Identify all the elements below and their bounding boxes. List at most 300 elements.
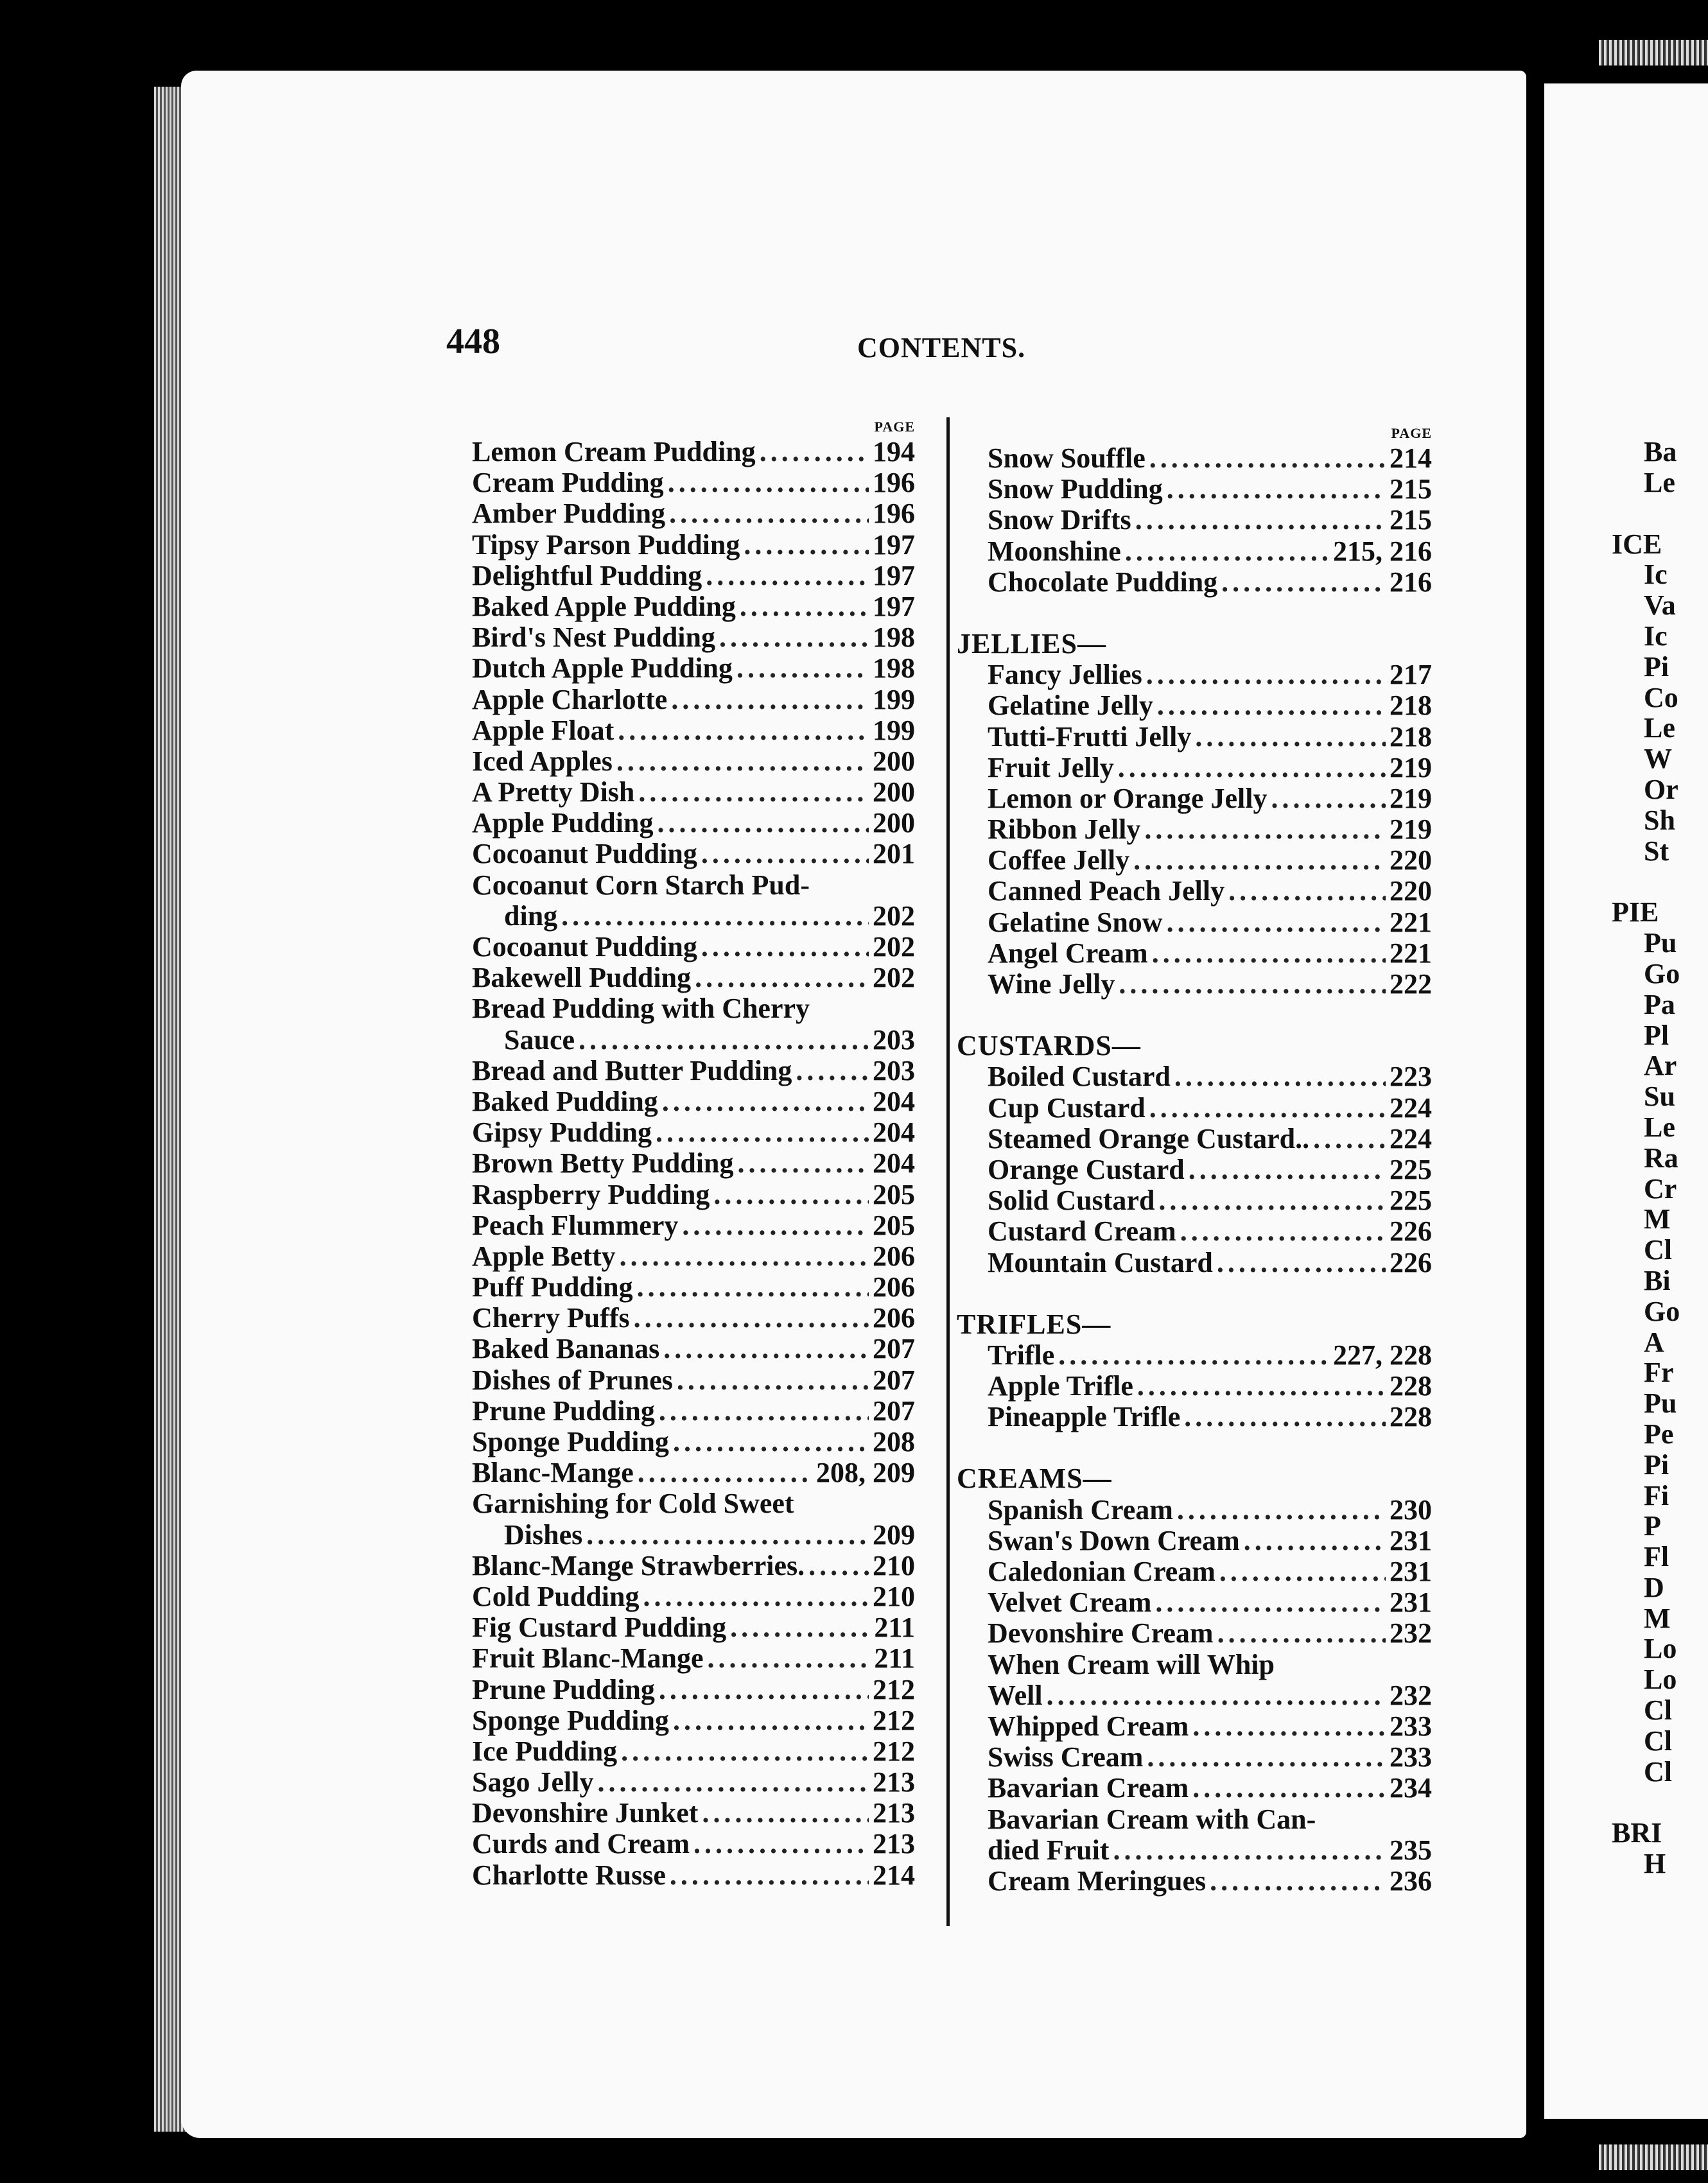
leader-dots [693,1829,869,1859]
toc-entry [472,1365,915,1396]
entry-title: Tutti-Frutti Jelly [988,720,1192,752]
adjacent-entry-fragment: Le [1644,712,1675,744]
entry-title: Blanc-Mange Strawberries. [472,1549,805,1581]
leader-dots [1158,1185,1386,1216]
entry-title: Bakewell Pudding [472,962,692,994]
entry-page-number: 233 [1390,1710,1432,1742]
scan-edge-bottom [1599,2144,1708,2170]
section-heading: CREAMS— [957,1463,1112,1495]
contents-right-column [957,424,1432,1897]
adjacent-entry-fragment: Go [1644,957,1680,989]
toc-entry [957,1093,1432,1124]
toc-entry [472,1025,915,1056]
toc-entry [957,1495,1432,1526]
entry-title: Cherry Puffs [472,1302,630,1334]
entry-page-number: 221 [1390,906,1432,938]
entry-page-number: 224 [1390,1092,1432,1124]
leader-dots [708,1643,871,1674]
entry-title: Prune Pudding [472,1395,655,1427]
entry-title: Puff Pudding [472,1271,633,1303]
adjacent-entry-fragment: Go [1644,1295,1680,1327]
leader-dots [643,1581,869,1612]
entry-title: Apple Pudding [472,807,654,839]
toc-entry [957,1618,1432,1649]
adjacent-entry-fragment: Ic [1644,559,1668,591]
entry-page-number: 196 [873,467,915,499]
entry-page-number: 203 [873,1054,915,1086]
adjacent-entry-fragment: Fi [1644,1479,1669,1511]
toc-entry [957,1340,1432,1371]
entry-page-number: 215 [1390,504,1432,536]
entry-title: Snow Souffle [988,442,1146,474]
entry-page-number: 228 [1390,1401,1432,1433]
entry-title: Garnishing for Cold Sweet [472,1488,794,1520]
entry-title: Fruit Jelly [988,751,1114,783]
entry-title: Dishes [504,1518,583,1551]
entry-page-number: 201 [873,838,915,870]
leader-dots [662,1086,869,1117]
entry-title: A Pretty Dish [472,776,635,808]
leader-dots [1217,1248,1386,1278]
leader-dots [1313,1124,1386,1154]
toc-entry [472,1272,915,1303]
toc-entry [472,684,915,715]
leader-dots [1177,1495,1386,1526]
leader-dots [659,1674,869,1705]
adjacent-entry-fragment: Fr [1644,1357,1674,1389]
entry-page-number: 205 [873,1209,915,1241]
toc-entry [957,1526,1432,1556]
toc-entry [957,876,1432,907]
entry-page-number: 202 [873,962,915,994]
leader-dots [1180,1216,1386,1247]
toc-entry [472,1581,915,1612]
adjacent-entry-fragment: Sh [1644,804,1675,836]
adjacent-entry-fragment: W [1644,743,1672,775]
entry-page-number: 204 [873,1085,915,1117]
entry-page-number: 225 [1390,1153,1432,1185]
toc-entry [957,1804,1432,1835]
adjacent-entry-fragment: Pu [1644,1387,1677,1420]
leader-dots [682,1210,869,1241]
entry-title: Peach Flummery [472,1209,679,1241]
toc-entry [957,722,1432,752]
entry-title: Cocoanut Corn Starch Pud- [472,869,810,901]
entry-page-number: 234 [1390,1772,1432,1804]
adjacent-entry-fragment: Cl [1644,1725,1672,1757]
toc-entry [957,690,1432,721]
fragment-spacer [1644,498,1680,529]
entry-title: Snow Pudding [988,473,1163,505]
toc-entry [472,1148,915,1179]
entry-title: Iced Apples [472,745,613,777]
toc-entry [957,845,1432,876]
entry-title: Fruit Blanc-Mange [472,1642,704,1674]
entry-page-number: 203 [873,1023,915,1056]
entry-page-number: 235 [1390,1834,1432,1866]
entry-page-number: 217 [1390,659,1432,691]
entry-page-number: 226 [1390,1215,1432,1248]
leader-dots [1174,1061,1386,1092]
toc-entry [957,1124,1432,1154]
toc-entry [957,752,1432,783]
entry-page-number: 212 [873,1673,915,1705]
toc-entry [472,1488,915,1519]
section-heading: JELLIES— [957,627,1106,659]
toc-entry [472,1767,915,1798]
toc-entry [957,783,1432,814]
leader-dots [1149,443,1386,474]
leader-dots [668,467,869,498]
toc-entry [472,1117,915,1148]
entry-title: Dutch Apple Pudding [472,652,733,684]
entry-title: Apple Float [472,714,614,746]
toc-entry [472,1334,915,1364]
entry-title: Orange Custard [988,1153,1185,1185]
entry-page-number: 222 [1390,968,1432,1000]
toc-entry [472,1860,915,1891]
entry-page-number: 214 [873,1859,915,1891]
entry-page-number: 210 [873,1549,915,1581]
entry-page-number: 221 [1390,937,1432,969]
adjacent-entry-fragment: Or [1644,773,1678,805]
toc-entry [472,839,915,869]
leader-dots [1137,1371,1386,1402]
leader-dots [677,1365,869,1396]
leader-dots [1146,659,1386,690]
adjacent-entry-fragment: Cr [1644,1172,1677,1205]
fragment-spacer [1644,866,1680,897]
toc-entry [957,1248,1432,1278]
toc-entry [472,1674,915,1705]
leader-dots [740,591,869,622]
entry-page-number: 225 [1390,1185,1432,1217]
toc-entry [957,443,1432,474]
entry-page-number: 200 [873,745,915,777]
toc-entry [957,938,1432,969]
entry-title: Moonshine [988,535,1121,567]
toc-entry [472,1705,915,1736]
entry-page-number: 206 [873,1302,915,1334]
entry-title: Amber Pudding [472,498,666,530]
adjacent-entry-fragment: Fl [1644,1541,1669,1573]
toc-entry [957,814,1432,845]
page-column-header: PAGE [1391,425,1432,441]
contents-left-column [472,417,915,1891]
entry-title: Gipsy Pudding [472,1117,652,1149]
entry-page-number: 236 [1390,1865,1432,1897]
entry-page-number: 206 [873,1271,915,1303]
toc-entry [472,1210,915,1241]
toc-entry [472,1612,915,1643]
toc-entry [957,1371,1432,1402]
toc-entry [472,1457,915,1488]
leader-dots [702,1798,869,1829]
entry-page-number: 207 [873,1364,915,1396]
toc-entry [957,1061,1432,1092]
adjacent-entry-fragment: Su [1644,1081,1675,1113]
entry-page-number: 224 [1390,1122,1432,1154]
leader-dots [1210,1866,1386,1897]
entry-page-number: 214 [1390,442,1432,474]
entry-page-number: 199 [873,714,915,746]
entry-page-number: 231 [1390,1587,1432,1619]
adjacent-entry-fragment: Lo [1644,1664,1677,1696]
leader-dots [1189,1154,1386,1185]
adjacent-entry-fragment: Pl [1644,1019,1669,1051]
leader-dots [1152,938,1386,969]
entry-title: Lemon or Orange Jelly [988,782,1268,814]
toc-entry [472,1736,915,1767]
leader-dots [1219,1556,1386,1587]
leader-dots [760,437,869,467]
entry-title: Cup Custard [988,1092,1146,1124]
toc-entry [472,1829,915,1859]
entry-page-number: 219 [1390,782,1432,814]
toc-entry [957,474,1432,505]
toc-entry [472,498,915,529]
toc-entry [472,1241,915,1272]
section-spacer [957,1278,1432,1309]
entry-title: Ice Pudding [472,1735,618,1767]
adjacent-entry-fragment: Cl [1644,1755,1672,1787]
entry-title: Apple Betty [472,1240,616,1272]
leader-dots [618,715,869,746]
leader-dots [1125,536,1329,567]
entry-title: Prune Pudding [472,1673,655,1705]
leader-dots [1113,1835,1386,1866]
adjacent-entry-fragment: Ar [1644,1050,1677,1082]
toc-entry [472,1643,915,1674]
toc-entry [472,1551,915,1581]
section-spacer [957,598,1432,629]
adjacent-page-text [1612,436,1680,1880]
entry-title: Gelatine Jelly [988,690,1153,722]
entry-title: Caledonian Cream [988,1556,1216,1587]
leader-dots [1155,1587,1386,1618]
leader-dots [673,1705,869,1736]
leader-dots [637,1272,869,1303]
toc-entry [957,1185,1432,1216]
entry-page-number: 198 [873,622,915,654]
entry-title: Cocoanut Pudding [472,838,697,870]
entry-page-number: 232 [1390,1679,1432,1711]
adjacent-entry-fragment: Le [1644,466,1675,498]
adjacent-entry-fragment: Ic [1644,620,1668,652]
toc-entry [957,1649,1432,1680]
entry-title: Tipsy Parson Pudding [472,528,740,561]
entry-title: Lemon Cream Pudding [472,436,756,467]
toc-entry [472,1056,915,1086]
leader-dots [796,1056,869,1086]
entry-title: Sponge Pudding [472,1426,669,1457]
entry-title: Cream Meringues [988,1865,1207,1897]
entry-page-number: 207 [873,1333,915,1365]
adjacent-entry-fragment: H [1644,1848,1666,1880]
leader-dots [616,746,869,777]
entry-title: Bavarian Cream with Can- [988,1803,1316,1835]
leader-dots [1119,969,1386,1000]
entry-title: Angel Cream [988,937,1148,969]
leader-dots [719,622,869,653]
entry-page-number: 220 [1390,844,1432,876]
entry-title: ding [504,900,558,932]
entry-title: Custard Cream [988,1215,1176,1248]
entry-title: Steamed Orange Custard.. [988,1122,1310,1154]
entry-page-number: 202 [873,900,915,932]
leader-dots [808,1551,869,1581]
leader-dots [744,530,869,561]
entry-page-number: 226 [1390,1246,1432,1278]
toc-entry [472,777,915,808]
leader-dots [673,1427,869,1457]
entry-title: Ribbon Jelly [988,813,1141,846]
entry-title: When Cream will Whip [988,1648,1275,1680]
adjacent-section-fragment: BRI [1612,1817,1662,1849]
leader-dots [1147,1742,1386,1773]
leader-dots [638,1457,812,1488]
entry-title: Brown Betty Pudding [472,1147,734,1179]
adjacent-entry-fragment: Bi [1644,1264,1671,1296]
leader-dots [1157,690,1386,721]
entry-page-number: 209 [873,1518,915,1551]
entry-page-number: 208 [873,1426,915,1457]
entry-page-number: 233 [1390,1741,1432,1773]
adjacent-entry-fragment: Pa [1644,988,1675,1020]
entry-page-number: 197 [873,528,915,561]
toc-entry [472,622,915,653]
entry-page-number: 200 [873,776,915,808]
adjacent-section-fragment: PIE [1612,896,1659,928]
leader-dots [1149,1093,1386,1124]
entry-title: Apple Charlotte [472,683,668,715]
entry-page-number: 211 [874,1642,915,1674]
leader-dots [1133,845,1386,876]
adjacent-entry-fragment: M [1644,1203,1671,1235]
entry-title: Baked Pudding [472,1085,658,1117]
section-spacer [957,1432,1432,1463]
fragment-spacer [1644,1787,1680,1818]
leader-dots [1192,1773,1386,1804]
adjacent-entry-fragment: St [1644,835,1669,867]
toc-entry [472,993,915,1024]
scan-edge-top [1599,40,1708,65]
leader-dots [670,1860,869,1891]
adjacent-entry-fragment: Pe [1644,1418,1674,1450]
leader-dots [1244,1526,1386,1556]
entry-title: Dishes of Prunes [472,1364,673,1396]
adjacent-entry-fragment: M [1644,1602,1671,1634]
entry-title: Charlotte Russe [472,1859,666,1891]
leader-dots [695,962,869,993]
toc-entry [472,1798,915,1829]
toc-entry [957,1556,1432,1587]
entry-title: Mountain Custard [988,1246,1213,1278]
leader-dots [579,1025,869,1056]
leader-dots [561,901,869,932]
toc-entry [472,808,915,839]
entry-page-number: 197 [873,590,915,622]
entry-title: Bread and Butter Pudding [472,1054,792,1086]
entry-page-number: 218 [1390,720,1432,752]
adjacent-entry-fragment: Ra [1644,1142,1678,1174]
leader-dots [1192,1711,1386,1742]
toc-entry [472,437,915,467]
entry-page-number: 210 [873,1580,915,1612]
column-divider [946,417,950,1926]
entry-title: Bread Pudding with Cherry [472,993,810,1025]
adjacent-entry-fragment: Le [1644,1111,1675,1143]
toc-entry [472,715,915,746]
toc-entry [472,1086,915,1117]
adjacent-entry-fragment: Cl [1644,1694,1672,1726]
leader-dots [620,1241,869,1272]
toc-entry [957,659,1432,690]
section-spacer [957,1000,1432,1031]
toc-entry [957,1835,1432,1866]
leader-dots [1195,722,1386,752]
toc-entry [472,561,915,591]
adjacent-entry-fragment: Co [1644,681,1678,713]
entry-title: died Fruit [988,1834,1110,1866]
entry-title: Canned Peach Jelly [988,875,1225,907]
toc-entry [957,1216,1432,1247]
entry-title: Whipped Cream [988,1710,1189,1742]
entry-title: Fancy Jellies [988,659,1142,691]
adjacent-entry-fragment: Va [1644,589,1676,622]
toc-entry [472,1427,915,1457]
toc-entry [472,530,915,561]
entry-title: Well [988,1679,1043,1711]
adjacent-entry-fragment: D [1644,1571,1664,1603]
toc-entry [472,1520,915,1551]
entry-title: Coffee Jelly [988,844,1130,876]
entry-title: Velvet Cream [988,1587,1152,1619]
toc-entry [957,536,1432,567]
adjacent-entry-fragment: Ba [1644,436,1677,467]
entry-title: Devonshire Junket [472,1797,699,1829]
entry-title: Sponge Pudding [472,1704,669,1736]
adjacent-entry-fragment: A [1644,1326,1664,1358]
entry-page-number: 208, 209 [816,1457,915,1489]
entry-title: Snow Drifts [988,504,1131,536]
entry-title: Devonshire Cream [988,1617,1214,1649]
entry-title: Swiss Cream [988,1741,1144,1773]
entry-title: Spanish Cream [988,1493,1173,1526]
toc-entry [472,653,915,684]
leader-dots [1118,752,1386,783]
leader-dots [1228,876,1386,907]
adjacent-entry-fragment: Pu [1644,927,1677,959]
toc-entry [957,1773,1432,1804]
section-heading: TRIFLES— [957,1308,1111,1340]
entry-title: Solid Custard [988,1185,1155,1217]
entry-title: Raspberry Pudding [472,1178,710,1210]
entry-page-number: 197 [873,559,915,591]
toc-entry [957,969,1432,1000]
adjacent-page [1544,83,1708,2119]
entry-page-number: 213 [873,1766,915,1798]
toc-entry [957,1154,1432,1185]
entry-page-number: 207 [873,1395,915,1427]
toc-entry [472,1303,915,1334]
toc-entry [472,746,915,777]
page-column-header: PAGE [874,419,915,435]
entry-page-number: 227, 228 [1333,1339,1432,1371]
leader-dots [701,932,869,962]
entry-title: Gelatine Snow [988,906,1163,938]
entry-title: Bavarian Cream [988,1772,1189,1804]
